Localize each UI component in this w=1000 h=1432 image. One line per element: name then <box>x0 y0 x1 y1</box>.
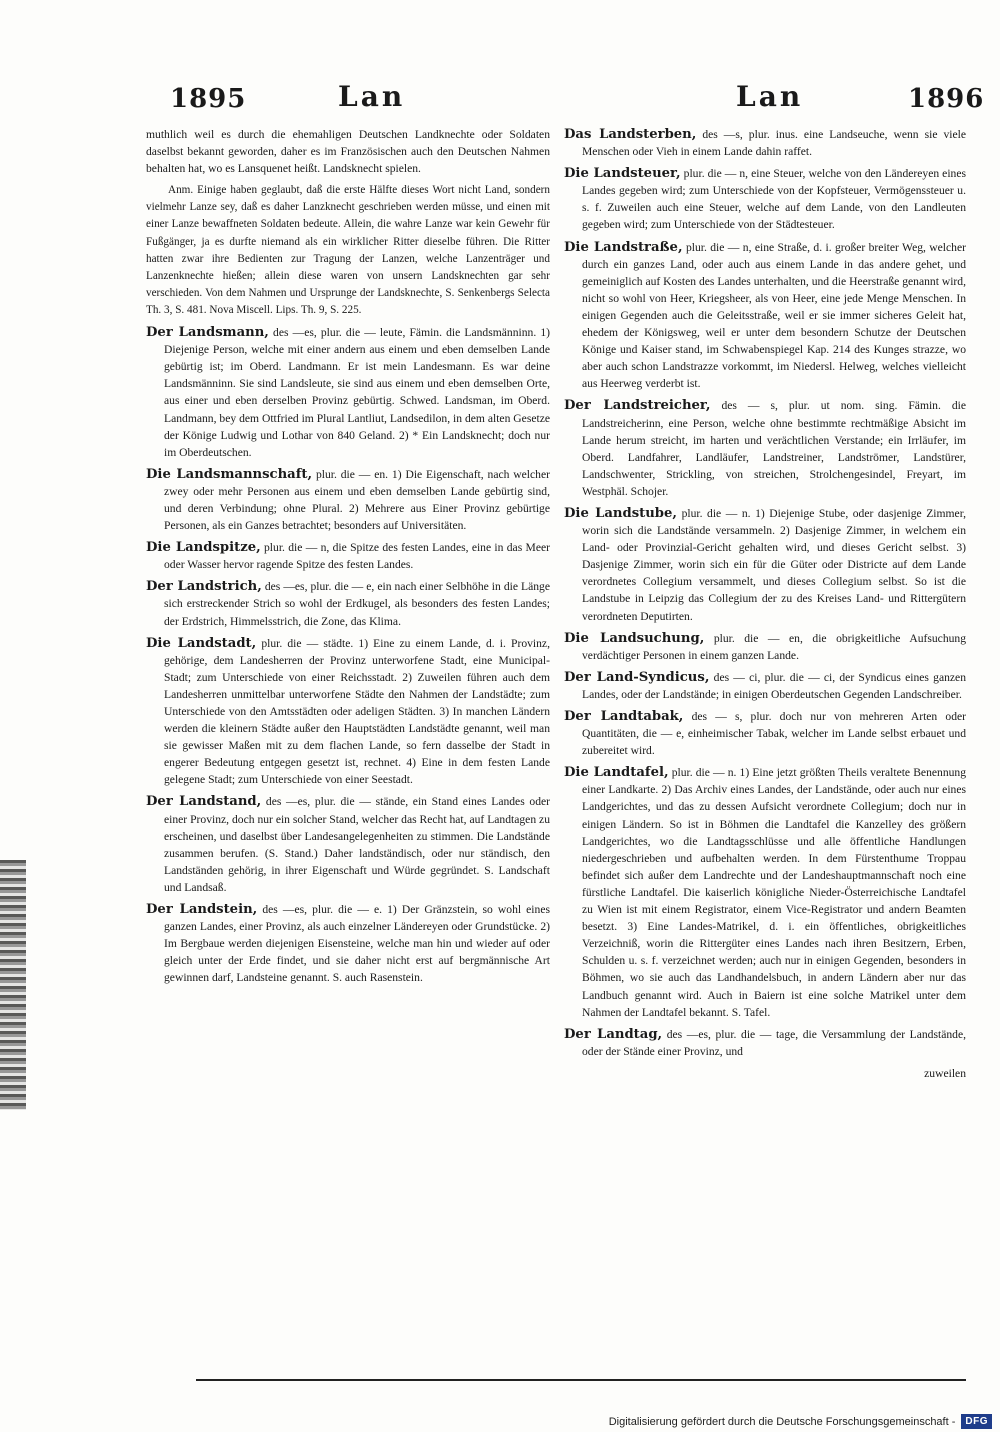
entry-headword: Die Landstadt, <box>146 635 257 651</box>
entry-definition: plur. die — n, die Spitze des festen Landes, eine in das Meer oder Wasser hervor ragende Spitze des festen Landes. <box>164 541 550 572</box>
entry-headword: Die Landstraße, <box>564 239 683 255</box>
entry-headword: Der Landtag, <box>564 1026 663 1042</box>
bottom-rule <box>196 1379 966 1381</box>
dictionary-entry <box>564 165 966 233</box>
entry-definition: des —es, plur. die — leute, Fämin. die Landsmänninn. 1) Diejenige Person, welche mit einer andern aus einem und eben demselben Lande gebürtig ist; im Oberd. Landmann. Er ist mein Landesmann. Es war deine Landsmänninn. Sie sind Landsleute, sie sind aus einem und eben demselben Orte, aus einer und eben derselben Provinz gebürtig. Schwed. Landsman, im Oberd. Landmann, bey dem Ottfried im Plural Lantliut, Landsedilon, in dem alten Gesetze der Könige Ludwig und Lothar von 840 Geland. 2) * Ein Landsknecht; doch nur im Oberdeutschen. <box>164 326 550 459</box>
right-column <box>564 126 966 1082</box>
entry-headword: Das Landsterben, <box>564 127 697 142</box>
entry-definition: des —es, plur. die — tage, die Versammlung der Landstände, oder der Stände einer Provinz, und <box>582 1027 966 1058</box>
entry-headword: Die Landstube, <box>564 505 678 521</box>
entry-headword: Die Landsteuer, <box>564 166 681 182</box>
right-catchword: Lan <box>736 80 804 113</box>
dictionary-entry <box>146 793 550 896</box>
digitization-footer <box>592 1411 1000 1432</box>
left-catchword: Lan <box>338 80 406 113</box>
entry-headword: Der Landtabak, <box>564 709 684 724</box>
entry-definition: plur. die — n. 1) Eine jetzt größten Theils veraltete Benennung einer Landkarte. 2) Das Archiv eines Landes, der Landstände, oder auch nur eines Landgerichtes, und das zu dessen Aufsicht verordnete Collegium; doch nur in einigen Ländern. So ist in Böhmen die Landtafel die Kanzelley des größern Landgerichtes, wo die Landtagsschlüsse und alle öffentliche Handlungen niedergeschrieben und aufbehalten werden. In dem Fürstenthume Troppau befindet sich außer dem Landrechte und der Landeshauptmannschaft noch eine fürstliche Landtafel. Die kaiserlich königliche Nieder-Österreichische Landtafel zu Wien ist mit einem Registrator, einem Vice-Registrator und andern Beamten besetzt. 3) Eine Landes-Matrikel, d. i. ein öffentliches, obrigkeitliches Verzeichniß, worin die Rittergüter eines Landes nach ihren Besitzern, Erben, Schulden u. s. f. verzeichnet werden; auch nur in einigen Gegenden, besonders in Böhmen, wo sie auch das Landhandelsbuch, in andern Ländern aber nur das Landbuch genannt wird. Auch in Baiern ist eine solche Matrikel unter dem Nahmen der Landtafel bekannt. S. Tafel. <box>582 766 967 1019</box>
annotation-note: Anm. Einige haben geglaubt, daß die erste Hälfte dieses Wort nicht Land, sondern vielmehr Lanze sey, daß es daher Lanzknecht geschrieben werden müsse, und einen mit einer Lanze bewaffneten Soldaten bedeute. Allein, die wahre Lanze war kein Gewehr für Fußgänger, ja es durfte niemand als ein wirklicher Ritter dieselbe führen. Die Ritter hatten zwar ihre Bedienten zur Tragung der Lanzen, welche Lanzenträger und Lanzenknechte hießen; allein diese waren von unsern Landsknechten gar sehr verschieden. Von dem Nahmen und Ursprunge der Landsknechte, S. Senkenbergs Selecta Th. 3, S. 481. Nova Miscell. Lips. Th. 9, S. 225. <box>146 184 550 316</box>
dictionary-entry <box>146 578 550 629</box>
left-column <box>146 126 550 992</box>
continued-entry-text: muthlich weil es durch die ehemahligen Deutschen Landknechte oder Soldaten daselbst bekannt geworden, daher es im Französischen auch den Deutschen Nahmen behalten hat, wo es Lansquenet heißt. Landsknecht spielen. <box>146 128 550 176</box>
book-binding-edge <box>0 860 26 1110</box>
entry-definition: des — s, plur. ut nom. sing. Fämin. die Landstreicherinn, eine Person, welche ohne bestimmte rechtmäßige Absicht im Lande herum streicht, im harten und verächtlichen Verstande; ein Irrläufer, im Oberd. Landfahrer, Landläufer, Landstreiner, Landströmer, Landstürer, Landschwenter, Strickling, von streichen, Strolchengesindel, Freyart, im Westphäl. Schojer. <box>582 399 966 498</box>
entry-definition: des —s, plur. inus. eine Landseuche, wenn sie viele Menschen oder Vieh in einem Lande dahin raffet. <box>582 128 966 159</box>
dfg-logo: DFG <box>961 1414 992 1429</box>
entry-definition: des —es, plur. die — e, ein nach einer Selbhöhe in die Länge sich erstreckender Strich so wohl der Erdkugel, als besonders des festen Landes; der Erdstrich, Himmelsstrich, die Zone, das Klima. <box>164 580 550 628</box>
entry-headword: Die Landsuchung, <box>564 630 705 646</box>
footer-credit-text: Digitalisierung gefördert durch die Deutsche Forschungsgemeinschaft - <box>608 1415 956 1428</box>
entry-headword: Die Landspitze, <box>146 540 261 556</box>
dictionary-entry <box>564 1026 966 1060</box>
dictionary-entry <box>564 397 966 500</box>
entry-definition: plur. die — en, die obrigkeitliche Aufsuchung verdächtiger Personen in einem ganzen Lande. <box>582 631 967 662</box>
dictionary-entry <box>564 764 966 1020</box>
entry-definition: plur. die — en. 1) Die Eigenschaft, nach welcher zwey oder mehr Personen aus einem und eben demselben Lande gebürtig sind, und deren Verbindung; ohne Plural. 2) Mehrere aus Einer Provinz gebürtige Personen, als ein Ganzes betrachtet; besonders auf Universitäten. <box>164 467 550 533</box>
catchword-next-page: zuweilen <box>924 1066 966 1080</box>
dictionary-entry <box>564 630 966 664</box>
dictionary-entry <box>146 539 550 573</box>
entry-headword: Die Landtafel, <box>564 765 669 781</box>
entry-headword: Der Landsmann, <box>146 325 269 341</box>
dictionary-entry <box>146 901 550 986</box>
dictionary-entry <box>564 505 966 625</box>
dictionary-entry <box>564 126 966 160</box>
entry-definition: plur. die — n. 1) Diejenige Stube, oder dasjenige Zimmer, worin sich die Landstände versammeln. 2) Dasjenige Zimmer, in welchem ein Land- oder Provinzial-Gericht gehalten wird, und dieses Gericht selbst. 3) Dasjenige Zimmer, worin sich ein für die Güter oder Districte auf dem Lande verordnetes Collegium versammelt, und dieses Collegium selbst. So ist die Landstube in Leipzig das Collegium der zu des Kreises Land- und Rittergütern verordneten Deputirten. <box>582 506 966 623</box>
right-page-number: 1896 <box>908 84 985 114</box>
dictionary-entry <box>564 669 966 703</box>
entry-definition: plur. die — n, eine Steuer, welche von den Ländereyen eines Landes gegeben wird; zum Unterschiede von der Kopfsteuer, Vermögenssteuer u. s. f. Zuweilen auch eine Steuer, welche auf dem Lande, von den Landleuten gegeben wird; zum Unterschiede von der Städtesteuer. <box>582 167 966 232</box>
entry-headword: Der Landstand, <box>146 794 262 810</box>
entry-headword: Der Land-Syndicus, <box>564 669 710 685</box>
dictionary-entry <box>146 466 550 534</box>
dictionary-entry <box>146 635 550 789</box>
entry-definition: plur. die — städte. 1) Eine zu einem Lande, d. i. Provinz, gehörige, dem Landesherren der Provinz unterworfene Stadt, eine Municipal-Stadt; zum Unterschiede von einer Reichsstadt. 2) Zuweilen führen auch dem Landesherren unmittelbar unterworfene Städte den Nahmen der Landstädte; zum Unterschiede von den Amtsstädten oder adeligen Städten. 3) In manchen Ländern werden die kleinern Städte außer den Hauptstädten Landstädte genannt, weil man sie gewisser Maßen mit zu dem flachen Lande, so fern dasselbe der Stadt in engerer Bedeutung entgegen gesetzt ist, rechnet. 4) Eine in dem festen Lande gelegene Stadt; zum Unterschiede von einer Seestadt. <box>164 636 550 787</box>
dictionary-entry <box>564 708 966 759</box>
entry-definition: plur. die — n, eine Straße, d. i. großer breiter Weg, welcher durch ein ganzes Land, oder auch aus einem Lande in das andere gehet, und gemeiniglich auf Kosten des Landes unterhalten, und die Heerstraße genannt wird, nicht so wohl von Heer, Kriegsheer, als von Heer, eine jede Menge Menschen. In einigen Gegenden auch die Geleitsstraße, weil er sie immer sicheres Geleit hat, ehedem der Königsweg, weil er unter dem besondern Schutze der Deutschen Könige und Kaiser stand, im Schwabenspiegel Kap. 214 des Kunges strazze, wo aber auch schon Landstrazze vorkommt, im Niedersl. Helweg, welches vielleicht aus Heerweg verderbt ist. <box>582 240 966 391</box>
entry-headword: Der Landstein, <box>146 902 258 918</box>
dictionary-entry <box>146 324 550 461</box>
entry-definition: des — ci, plur. die — ci, der Syndicus eines ganzen Landes, oder der Landstände; in einigen Oberdeutschen Gegenden Landschreiber. <box>582 670 966 701</box>
entry-headword: Der Landstrich, <box>146 579 262 595</box>
entry-definition: des —es, plur. die — e. 1) Der Gränzstein, so wohl eines ganzen Landes, einer Provinz, als auch einzelner Ländereyen oder Grundstücke. 2) Im Bergbaue werden diejenigen Eisensteine, welche man hin und wieder auf oder gleich unter der Erde findet, und sie daher nicht erst auf bergmännische Art gewinnen darf, Landsteine genannt. S. auch Rasenstein. <box>164 903 550 985</box>
entry-headword: Die Landsmannschaft, <box>146 466 313 482</box>
entry-definition: des — s, plur. doch nur von mehreren Arten oder Quantitäten, die — e, einheimischer Tabak, welcher im Lande selbst erbauet und zubereitet wird. <box>582 710 966 758</box>
left-page-number: 1895 <box>170 84 247 114</box>
entry-headword: Der Landstreicher, <box>564 398 711 414</box>
dictionary-entry <box>564 239 966 393</box>
entry-definition: des —es, plur. die — stände, ein Stand eines Landes oder einer Provinz, doch nur ein solcher Stand, welcher das Recht hat, auf Landtagen zu erscheinen, und daselbst über Landesangelegenheiten zu stimmen. Die Landstände zusammen berufen. (S. Stand.) Daher landständisch, oder nur ständisch, den Landständen gehörig, in ihrer Eigenschaft und Würde gegründet. S. Landschaft und Landsaß. <box>164 795 550 894</box>
